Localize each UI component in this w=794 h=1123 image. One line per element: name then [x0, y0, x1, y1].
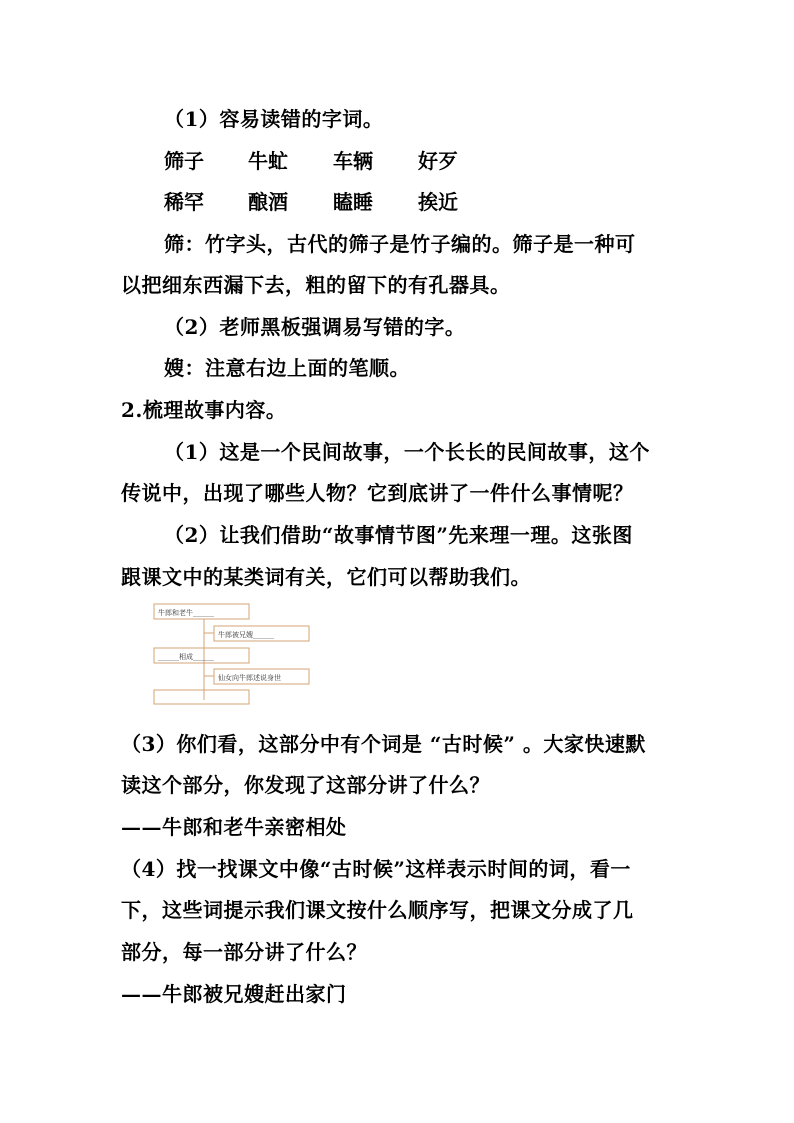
- vocab-word: 酿酒: [248, 190, 288, 214]
- question-text: 传说中，出现了哪些人物？它到底讲了一件什么事情呢？: [121, 481, 634, 505]
- character-note: 以把细东西漏下去，粗的留下的有孔器具。: [121, 273, 511, 297]
- question-text: 读这个部分，你发现了这部分讲了什么？: [121, 773, 490, 797]
- question-text: 跟课文中的某类词有关，它们可以帮助我们。: [121, 565, 531, 589]
- section-title: 2.梳理故事内容。: [121, 398, 287, 422]
- answer-text: ——牛郎被兄嫂赶出家门: [121, 982, 347, 1006]
- vocab-word: 稀罕: [164, 190, 204, 214]
- vocab-heading: （1）容易读错的字词。: [164, 107, 384, 131]
- vocab-word: 瞌睡: [333, 190, 373, 214]
- diagram-label: 仙女向牛郎述说身世: [218, 674, 281, 682]
- question-text: （3）你们看，这部分中有个词是 “古时候” 。大家快速默: [121, 732, 646, 756]
- plot-diagram: [152, 602, 314, 706]
- character-note: 筛：竹字头，古代的筛子是竹子编的。筛子是一种可: [164, 232, 636, 256]
- writing-heading: （2）老师黑板强调易写错的字。: [164, 315, 466, 339]
- question-text: （2）让我们借助“故事情节图”先来理一理。这张图: [164, 523, 633, 547]
- vocab-word: 筛子: [164, 149, 204, 173]
- question-text: （4）找一找课文中像“古时候”这样表示时间的词，看一: [121, 857, 631, 881]
- diagram-box: [154, 690, 249, 704]
- stroke-note: 嫂：注意右边上面的笔顺。: [164, 356, 410, 380]
- question-text: 部分，每一部分讲了什么？: [121, 940, 367, 964]
- vocab-word: 牛虻: [248, 149, 288, 173]
- diagram-label: 牛郎被兄嫂______: [218, 631, 274, 639]
- vocab-word: 车辆: [333, 149, 373, 173]
- vocab-word: 好歹: [418, 149, 458, 173]
- answer-text: ——牛郎和老牛亲密相处: [121, 815, 347, 839]
- question-text: 下，这些词提示我们课文按什么顺序写，把课文分成了几: [121, 898, 634, 922]
- diagram-label: ______相成______: [158, 653, 214, 661]
- diagram-label: 牛郎和老牛______: [158, 609, 214, 617]
- question-text: （1）这是一个民间故事，一个长长的民间故事，这个: [164, 440, 650, 464]
- vocab-word: 挨近: [418, 190, 458, 214]
